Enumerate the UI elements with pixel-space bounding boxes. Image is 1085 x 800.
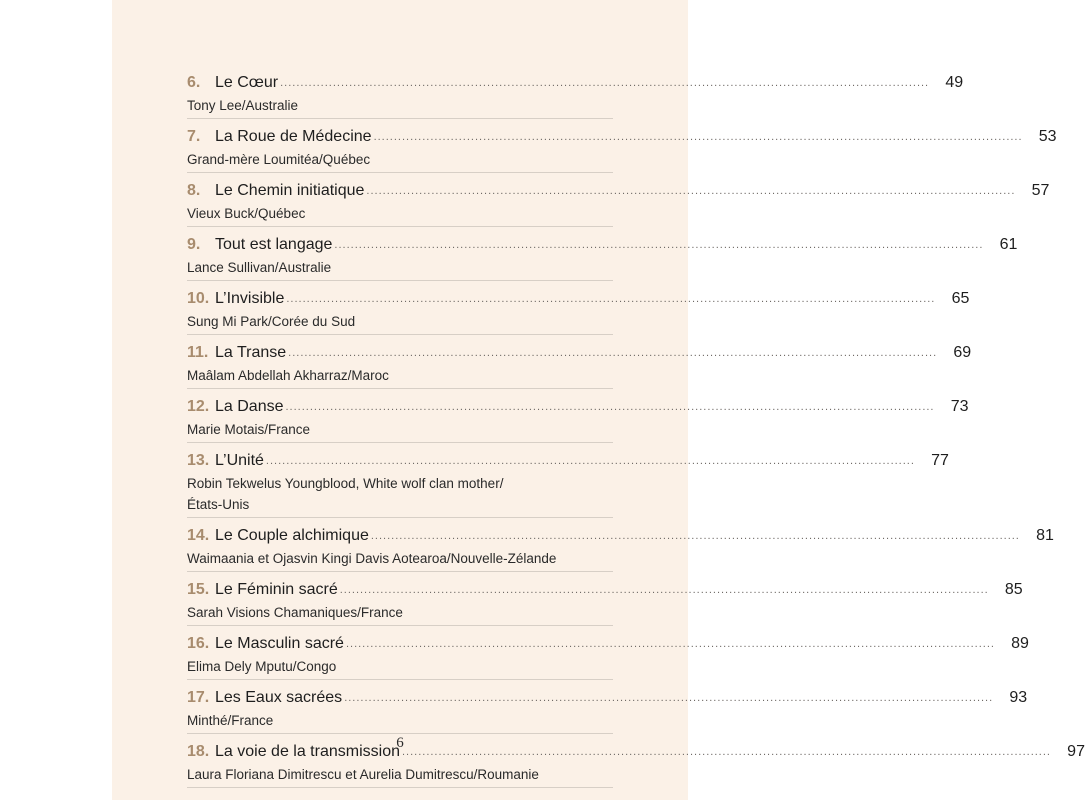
toc-title-line xyxy=(187,71,964,95)
toc-entry xyxy=(187,71,964,119)
dot-leader: ................................................................................................................................................................ xyxy=(286,293,936,305)
chapter-number: 11. xyxy=(187,344,209,361)
chapter-page-number: 85 xyxy=(1004,581,1023,598)
toc-title-line xyxy=(187,179,1050,203)
chapter-number: 8. xyxy=(187,182,201,199)
chapter-number: 9. xyxy=(187,236,201,253)
dot-leader: ................................................................................................................................................................ xyxy=(370,530,1020,542)
dot-leader: ................................................................................................................................................................ xyxy=(265,455,915,467)
toc-title-line xyxy=(187,632,1029,656)
toc-entry xyxy=(187,395,969,443)
chapter-title: Le Cœur xyxy=(215,74,279,91)
page-number: 6 xyxy=(396,735,404,751)
toc-title-line xyxy=(187,233,1018,257)
chapter-number: 7. xyxy=(187,128,201,145)
toc-title-line xyxy=(187,287,970,311)
toc-entry xyxy=(187,632,1029,680)
dot-leader: ................................................................................................................................................................ xyxy=(285,401,935,413)
chapter-title: Le Masculin sacré xyxy=(215,635,344,652)
toc-entry xyxy=(187,287,970,335)
toc-entry xyxy=(187,341,972,389)
chapter-number: 17. xyxy=(187,689,210,706)
chapter-page-number: 93 xyxy=(1009,689,1028,706)
toc-entry xyxy=(187,524,1054,572)
chapter-page-number: 97 xyxy=(1067,743,1085,760)
chapter-page-number: 61 xyxy=(999,236,1018,253)
chapter-author: Elima Dely Mputu/Congo xyxy=(187,659,337,674)
toc-title-line xyxy=(187,449,949,473)
chapter-number: 13. xyxy=(187,452,210,469)
toc-entry xyxy=(187,578,1023,626)
toc-entry xyxy=(187,686,1028,734)
chapter-number: 15. xyxy=(187,581,210,598)
chapter-author: Marie Motais/France xyxy=(187,422,311,437)
toc-entry xyxy=(187,125,1057,173)
chapter-author: Lance Sullivan/Australie xyxy=(187,260,332,275)
toc-entry xyxy=(187,179,1050,227)
chapter-number: 6. xyxy=(187,74,201,91)
chapter-author: Grand-mère Loumitéa/Québec xyxy=(187,152,371,167)
chapter-title: La Roue de Médecine xyxy=(215,128,372,145)
chapter-author: Tony Lee/Australie xyxy=(187,98,299,113)
chapter-page-number: 81 xyxy=(1036,527,1054,544)
dot-leader: ................................................................................................................................................................ xyxy=(366,185,1016,197)
toc-title-line xyxy=(187,524,1054,548)
chapter-author: Waimaania et Ojasvin Kingi Davis Aotearoa/Nouvelle-Zélande xyxy=(187,551,557,566)
chapter-title: Le Chemin initiatique xyxy=(215,182,365,199)
chapter-author: Robin Tekwelus Youngblood, White wolf clan mother/ xyxy=(187,476,504,491)
dot-leader: ................................................................................................................................................................ xyxy=(288,347,938,359)
chapter-number: 16. xyxy=(187,635,210,652)
chapter-number: 12. xyxy=(187,398,210,415)
chapter-author: Sarah Visions Chamaniques/France xyxy=(187,605,403,620)
toc-entry xyxy=(187,449,949,518)
chapter-page-number: 57 xyxy=(1031,182,1050,199)
chapter-author: Maâlam Abdellah Akharraz/Maroc xyxy=(187,368,389,383)
chapter-title: La voie de la transmission xyxy=(215,743,400,760)
toc-title-line xyxy=(187,341,972,365)
chapter-page-number: 77 xyxy=(931,452,949,469)
dot-leader: ................................................................................................................................................................ xyxy=(339,584,989,596)
table-of-contents xyxy=(187,71,1085,794)
chapter-title: La Transe xyxy=(215,344,287,361)
toc-title-line xyxy=(187,686,1028,710)
dot-leader: ................................................................................................................................................................ xyxy=(373,131,1023,143)
chapter-author: Laura Floriana Dimitrescu et Aurelia Dumitrescu/Roumanie xyxy=(187,767,539,782)
chapter-author: Vieux Buck/Québec xyxy=(187,206,306,221)
chapter-page-number: 73 xyxy=(950,398,969,415)
chapter-title: La Danse xyxy=(215,398,284,415)
chapter-number: 10. xyxy=(187,290,210,307)
chapter-page-number: 49 xyxy=(945,74,964,91)
dot-leader: ................................................................................................................................................................ xyxy=(334,239,984,251)
chapter-page-number: 65 xyxy=(951,290,970,307)
chapter-title: L’Unité xyxy=(215,452,264,469)
dot-leader: ................................................................................................................................................................ xyxy=(401,746,1051,758)
chapter-title: Tout est langage xyxy=(215,236,333,253)
toc-title-line xyxy=(187,578,1023,602)
book-page xyxy=(112,0,1085,800)
dot-leader: ................................................................................................................................................................ xyxy=(345,638,995,650)
chapter-number: 18. xyxy=(187,743,210,760)
chapter-number: 14. xyxy=(187,527,210,544)
chapter-author: Minthé/France xyxy=(187,713,274,728)
dot-leader: ................................................................................................................................................................ xyxy=(280,77,930,89)
chapter-title: Les Eaux sacrées xyxy=(215,689,343,706)
toc-title-line xyxy=(187,395,969,419)
chapter-title: L’Invisible xyxy=(215,290,285,307)
chapter-author: Sung Mi Park/Corée du Sud xyxy=(187,314,356,329)
chapter-title: Le Féminin sacré xyxy=(215,581,338,598)
toc-title-line xyxy=(187,125,1057,149)
toc-entry xyxy=(187,233,1018,281)
chapter-page-number: 53 xyxy=(1038,128,1057,145)
chapter-author: États-Unis xyxy=(187,497,250,512)
chapter-page-number: 69 xyxy=(953,344,972,361)
chapter-title: Le Couple alchimique xyxy=(215,527,369,544)
chapter-page-number: 89 xyxy=(1011,635,1029,652)
dot-leader: ................................................................................................................................................................ xyxy=(344,692,994,704)
